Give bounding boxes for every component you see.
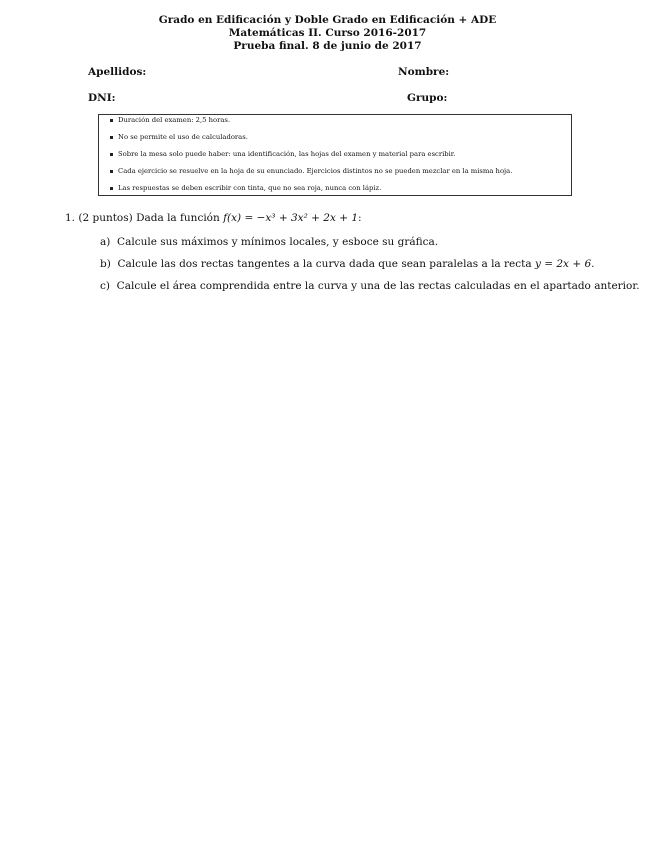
header-line-1: Grado en Edificación y Doble Grado en Edificación + ADE bbox=[158, 14, 497, 26]
header-line-2: Matemáticas II. Curso 2016-2017 bbox=[228, 27, 427, 39]
rule-text: No se permite el uso de calculadoras. bbox=[118, 133, 248, 141]
rule-item bbox=[110, 133, 248, 141]
rule-text: Duración del examen: 2,5 horas. bbox=[118, 116, 231, 124]
question-intro: 1. (2 puntos) Dada la función bbox=[65, 212, 224, 224]
part-text: Calcule sus máximos y mínimos locales, y esboce su gráfica. bbox=[117, 236, 439, 248]
part-label: b) bbox=[100, 258, 111, 270]
rule-item bbox=[110, 116, 230, 124]
question-1 bbox=[65, 212, 362, 224]
bullet-icon bbox=[110, 170, 113, 173]
bullet-icon bbox=[110, 136, 113, 139]
part-c bbox=[100, 280, 640, 292]
rule-item bbox=[110, 184, 381, 192]
rule-text: Sobre la mesa solo puede haber: una identificación, las hojas del examen y material para escribir. bbox=[118, 150, 456, 158]
function-formula: f(x) = −x³ + 3x² + 2x + 1 bbox=[223, 212, 359, 224]
rule-text: Las respuestas se deben escribir con tinta, que no sea roja, nunca con lápiz. bbox=[118, 184, 382, 192]
dni-label: DNI: bbox=[88, 92, 116, 104]
rule-item bbox=[110, 150, 455, 158]
header-line-3: Prueba final. 8 de junio de 2017 bbox=[233, 40, 422, 52]
part-b bbox=[100, 258, 594, 270]
part-text: Calcule el área comprendida entre la curva y una de las rectas calculadas en el apartado anterior. bbox=[116, 280, 640, 292]
bullet-icon bbox=[110, 153, 113, 156]
rule-item bbox=[110, 167, 512, 175]
part-label: c) bbox=[100, 280, 110, 292]
grupo-label: Grupo: bbox=[407, 92, 448, 104]
part-end: . bbox=[591, 258, 595, 270]
nombre-label: Nombre: bbox=[398, 66, 450, 78]
part-label: a) bbox=[100, 236, 111, 248]
bullet-icon bbox=[110, 187, 113, 190]
question-end: : bbox=[358, 212, 362, 224]
bullet-icon bbox=[110, 119, 113, 122]
apellidos-label: Apellidos: bbox=[88, 66, 147, 78]
part-a bbox=[100, 236, 438, 248]
line-formula: y = 2x + 6 bbox=[534, 258, 592, 270]
part-text: Calcule las dos rectas tangentes a la curva dada que sean paralelas a la recta bbox=[117, 258, 535, 270]
rule-text: Cada ejercicio se resuelve en la hoja de su enunciado. Ejercicios distintos no se pueden mezclar en la misma hoja. bbox=[118, 167, 513, 175]
